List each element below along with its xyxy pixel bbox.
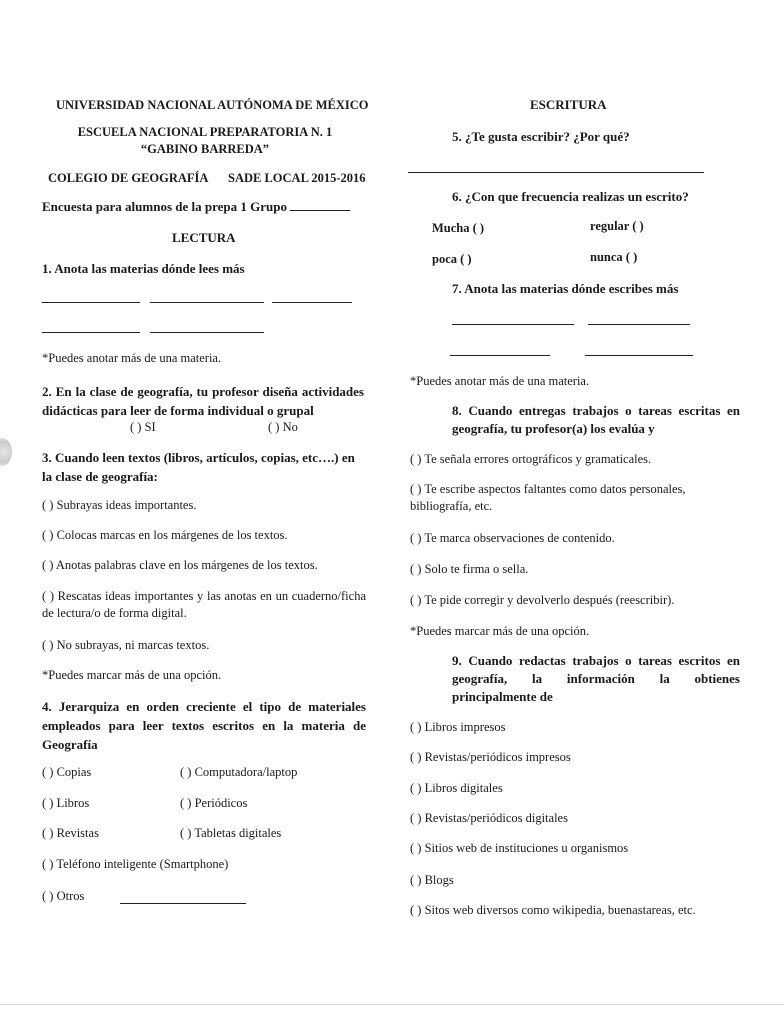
sade-heading: SADE LOCAL 2015-2016	[228, 171, 366, 185]
q4-option-telefono[interactable]: ( ) Teléfono inteligente (Smartphone)	[42, 857, 229, 871]
q8-option-1[interactable]: ( ) Te señala errores ortográficos y gramaticales.	[410, 452, 652, 466]
q8-note: *Puedes marcar más de una opción.	[410, 624, 590, 638]
q1-blank-1[interactable]	[42, 302, 140, 303]
q1-blank-4[interactable]	[42, 332, 140, 333]
q9-text: 9. Cuando redactas trabajos o tareas escritos en geografía, la información la obtienes principalmente de	[452, 653, 740, 704]
q4-option-otros[interactable]: ( ) Otros	[42, 889, 85, 903]
q1-note: *Puedes anotar más de una materia.	[42, 351, 222, 365]
q3-option-3[interactable]: ( ) Anotas palabras clave en los márgenes de los textos.	[42, 558, 318, 572]
q5-answer-line[interactable]	[408, 172, 704, 173]
q4-option-tabletas[interactable]: ( ) Tabletas digitales	[180, 826, 282, 840]
q7-blank-1[interactable]	[452, 324, 574, 325]
q4-text: 4. Jerarquiza en orden creciente el tipo de materiales empleados para leer textos escritos en la materia de Geografía	[42, 699, 366, 752]
q9-option-6[interactable]: ( ) Blogs	[410, 873, 454, 887]
q6-nunca-option[interactable]: nunca ( )	[590, 250, 638, 264]
q3-note: *Puedes marcar más de una opción.	[42, 668, 222, 682]
q8-option-2[interactable]: ( ) Te escribe aspectos faltantes como datos personales, bibliografía, etc.	[410, 482, 686, 513]
q1-blank-5[interactable]	[150, 332, 264, 333]
q1-text: 1. Anota las materias dónde lees más	[42, 261, 245, 276]
q9-option-7[interactable]: ( ) Sitos web diversos como wikipedia, buenastareas, etc.	[410, 903, 696, 917]
escritura-title: ESCRITURA	[530, 97, 607, 112]
q9-option-1[interactable]: ( ) Libros impresos	[410, 720, 506, 734]
q6-regular-option[interactable]: regular ( )	[590, 219, 644, 233]
q9-option-3[interactable]: ( ) Libros digitales	[410, 781, 503, 795]
survey-heading: Encuesta para alumnos de la prepa 1 Grupo	[42, 198, 350, 215]
q7-note: *Puedes anotar más de una materia.	[410, 374, 590, 388]
q3-option-5[interactable]: ( ) No subrayas, ni marcas textos.	[42, 638, 210, 652]
q8-option-5[interactable]: ( ) Te pide corregir y devolverlo después (reescribir).	[410, 593, 675, 607]
q1-blank-2[interactable]	[150, 302, 264, 303]
q9-option-4[interactable]: ( ) Revistas/periódicos digitales	[410, 811, 568, 825]
q4-option-copias[interactable]: ( ) Copias	[42, 765, 92, 779]
q4-option-computadora[interactable]: ( ) Computadora/laptop	[180, 765, 298, 779]
q6-mucha-option[interactable]: Mucha ( )	[432, 221, 485, 235]
q1-blank-3[interactable]	[272, 302, 352, 303]
group-blank[interactable]	[290, 210, 350, 211]
q9-option-5[interactable]: ( ) Sitios web de instituciones u organismos	[410, 841, 629, 855]
q4-option-revistas[interactable]: ( ) Revistas	[42, 826, 99, 840]
q3-option-2[interactable]: ( ) Colocas marcas en los márgenes de los textos.	[42, 528, 288, 542]
q7-text: 7. Anota las materias dónde escribes más	[452, 281, 679, 296]
q3-option-1[interactable]: ( ) Subrayas ideas importantes.	[42, 498, 197, 512]
q8-text: 8. Cuando entregas trabajos o tareas escritas en geografía, tu profesor(a) los evalúa y	[452, 403, 740, 436]
q8-option-4[interactable]: ( ) Solo te firma o sella.	[410, 562, 529, 576]
q9-option-2[interactable]: ( ) Revistas/periódicos impresos	[410, 750, 571, 764]
q8-option-3[interactable]: ( ) Te marca observaciones de contenido.	[410, 531, 615, 545]
college-heading: COLEGIO DE GEOGRAFÍA	[48, 171, 209, 185]
q5-text: 5. ¿Te gusta escribir? ¿Por qué?	[452, 129, 630, 144]
q2-si-option[interactable]: ( ) SI	[130, 420, 156, 434]
university-heading: UNIVERSIDAD NACIONAL AUTÓNOMA DE MÉXICO	[56, 98, 369, 112]
bottom-rule	[0, 1004, 784, 1005]
q6-poca-option[interactable]: poca ( )	[432, 252, 472, 266]
school-heading: ESCUELA NACIONAL PREPARATORIA N. 1 “GABINO BARREDA”	[77, 125, 333, 156]
q2-text: 2. En la clase de geografía, tu profesor diseña actividades didácticas para leer de forma individual o grupal	[42, 384, 364, 418]
q7-blank-2[interactable]	[588, 324, 690, 325]
q7-blank-3[interactable]	[450, 355, 550, 356]
q2-no-option[interactable]: ( ) No	[268, 420, 298, 434]
q4-option-periodicos[interactable]: ( ) Periódicos	[180, 796, 248, 810]
q3-option-4[interactable]: ( ) Rescatas ideas importantes y las anotas en un cuaderno/ficha de lectura/o de forma digital.	[42, 589, 366, 620]
q6-text: 6. ¿Con que frecuencia realizas un escrito?	[452, 189, 689, 204]
q4-otros-blank[interactable]	[120, 903, 246, 904]
punch-hole	[0, 438, 12, 466]
q3-text: 3. Cuando leen textos (libros, artículos, copias, etc….) en la clase de geografía:	[42, 450, 355, 484]
q4-option-libros[interactable]: ( ) Libros	[42, 796, 90, 810]
lectura-title: LECTURA	[172, 230, 236, 245]
q7-blank-4[interactable]	[585, 355, 693, 356]
